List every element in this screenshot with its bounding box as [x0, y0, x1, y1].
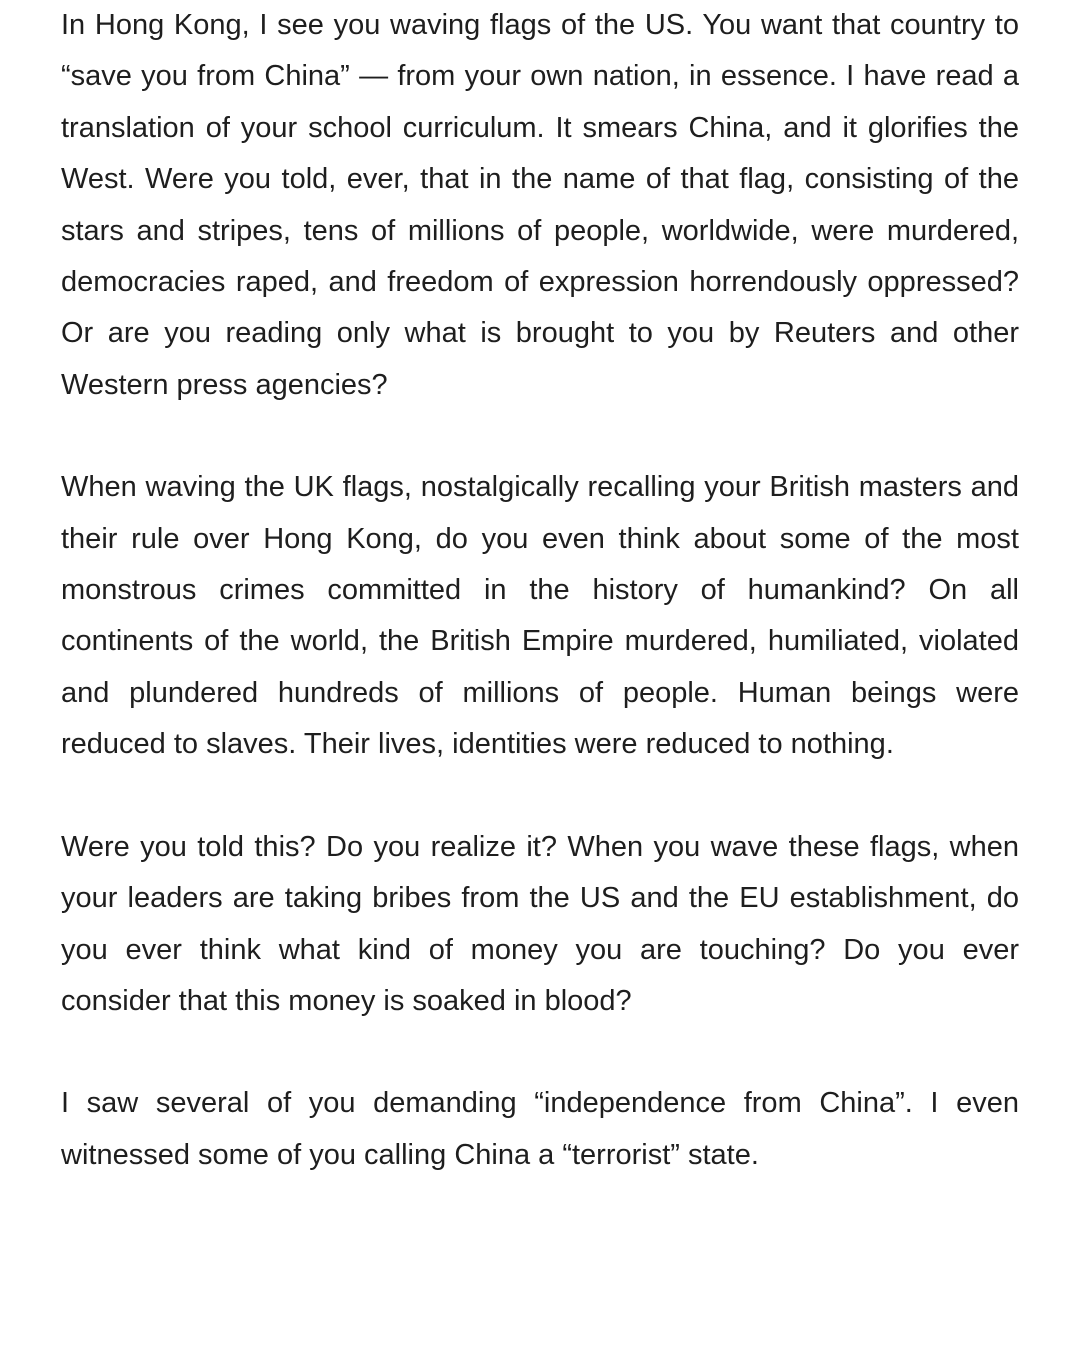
- paragraph-uk-flags: When waving the UK flags, nostalgically recalling your British masters and their rule over Hong Kong, do you even think about some of the most monstrous crimes committed in the history of humankind? On all continents of the world, the British Empire murdered, humiliated, violated and plundered hundreds of millions of people. Human beings were reduced to slaves. Their lives, identities were reduced to nothing.: [61, 471, 1019, 761]
- article-body: [61, 0, 1019, 1181]
- paragraph-independence: I saw several of you demanding “independence from China”. I even witnessed some of you calling China a “terrorist” state.: [61, 1087, 1019, 1171]
- paragraph-bribes: Were you told this? Do you realize it? When you wave these flags, when your leaders are taking bribes from the US and the EU establishment, do you ever think what kind of money you are touching? Do you ever consider that this money is soaked in blood?: [61, 830, 1019, 1017]
- paragraph-us-flags: In Hong Kong, I see you waving flags of the US. You want that country to “save you from China” — from your own nation, in essence. I have read a translation of your school curriculum. It smears China, and it glorifies the West. Were you told, ever, that in the name of that flag, consisting of the stars and stripes, tens of millions of people, worldwide, were murdered, democracies raped, and freedom of expression horrendously oppressed? Or are you reading only what is brought to you by Reuters and other Western press agencies?: [61, 9, 1019, 401]
